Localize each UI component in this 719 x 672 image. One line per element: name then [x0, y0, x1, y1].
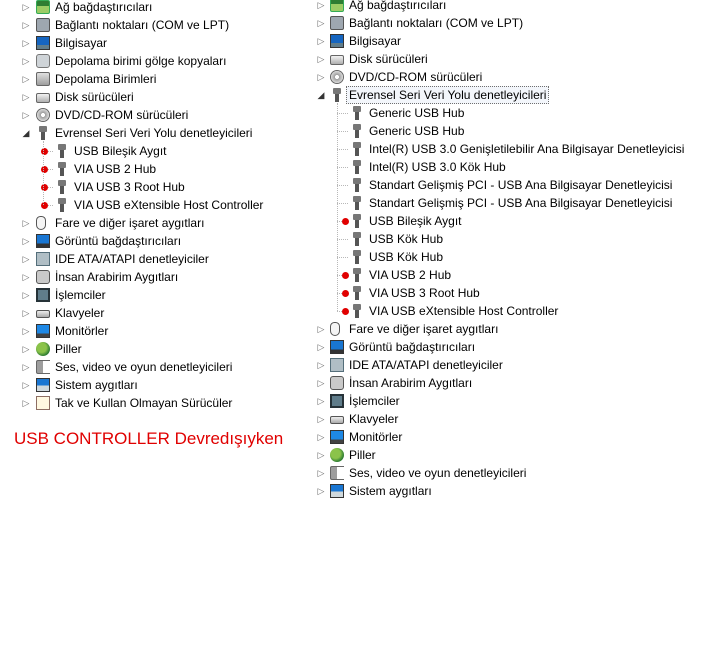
- expand-arrow-icon[interactable]: ▷: [22, 218, 30, 228]
- tree-category-dvd-cd-rom-suruculeri[interactable]: [0, 106, 300, 124]
- usb-device-icon: [350, 250, 364, 264]
- usb-device-icon: [350, 106, 364, 120]
- tree-device-via-usb-extensible-host-controller[interactable]: [314, 302, 719, 320]
- tree-device-standart-gelismis-pci-usb-ana-bilgisayar-denetleyicisi[interactable]: [314, 194, 719, 212]
- tree-category-evrensel-seri-veri-yolu-denetleyicileri[interactable]: [314, 86, 719, 104]
- tree-device-usb-kok-hub[interactable]: [314, 230, 719, 248]
- tree-item-label: Görüntü bağdaştırıcıları: [55, 234, 182, 248]
- disk-drive-icon: [330, 55, 344, 65]
- collapse-arrow-icon[interactable]: ◢: [317, 90, 325, 100]
- tree-category-bilgisayar[interactable]: [314, 32, 719, 50]
- processor-icon: [330, 394, 344, 408]
- tree-item-label: Disk sürücüleri: [349, 52, 428, 66]
- tree-connector: [337, 131, 348, 132]
- caption-text: USB CONTROLLER Devredışıyken: [14, 429, 284, 448]
- expand-arrow-icon[interactable]: ▷: [22, 56, 30, 66]
- tree-category-sistem-aygitlari[interactable]: [0, 376, 300, 394]
- ide-controller-icon: [36, 252, 50, 266]
- display-adapter-icon: [36, 234, 50, 248]
- tree-item-label: Piller: [55, 342, 82, 356]
- expand-arrow-icon[interactable]: ▷: [317, 54, 325, 64]
- tree-device-via-usb-3-root-hub[interactable]: [0, 178, 300, 196]
- collapse-arrow-icon[interactable]: ◢: [22, 128, 30, 138]
- tree-category-depolama-birimleri[interactable]: [0, 70, 300, 88]
- tree-category-islemciler[interactable]: [314, 392, 719, 410]
- tree-category-dvd-cd-rom-suruculeri[interactable]: [314, 68, 719, 86]
- ide-controller-icon: [330, 358, 344, 372]
- processor-icon: [36, 288, 50, 302]
- tree-device-via-usb-extensible-host-controller[interactable]: [0, 196, 300, 214]
- tree-connector: [337, 257, 348, 258]
- red-marker-dot: [342, 290, 349, 297]
- red-marker-dot: [342, 308, 349, 315]
- tree-category-goruntu-bagdastiricilari[interactable]: [0, 232, 300, 250]
- tree-category-fare-ve-diger-isaret-aygitlari[interactable]: [0, 214, 300, 232]
- expand-arrow-icon[interactable]: ▷: [22, 398, 30, 408]
- expand-arrow-icon[interactable]: ▷: [317, 342, 325, 352]
- tree-category-ide-ata-atapi-denetleyiciler[interactable]: [314, 356, 719, 374]
- tree-item-label: USB Bileşik Aygıt: [74, 144, 167, 158]
- tree-category-insan-arabirim-aygitlari[interactable]: [314, 374, 719, 392]
- tree-device-via-usb-2-hub[interactable]: [314, 266, 719, 284]
- expand-arrow-icon[interactable]: ▷: [317, 0, 325, 10]
- usb-device-icon: [350, 214, 364, 228]
- usb-device-icon: [350, 304, 364, 318]
- tree-connector: [337, 239, 348, 240]
- expand-arrow-icon[interactable]: ▷: [22, 380, 30, 390]
- storage-icon: [36, 72, 50, 86]
- tree-item-label: Klavyeler: [55, 306, 105, 320]
- red-marker-dot: [342, 272, 349, 279]
- computer-icon: [36, 36, 50, 50]
- keyboard-icon: [36, 310, 50, 318]
- tree-device-standart-gelismis-pci-usb-ana-bilgisayar-denetleyicisi[interactable]: [314, 176, 719, 194]
- tree-item-label: Generic USB Hub: [369, 124, 465, 138]
- expand-arrow-icon[interactable]: ▷: [22, 326, 30, 336]
- tree-item-label: VIA USB 2 Hub: [74, 162, 157, 176]
- tree-item-label: Depolama birimi gölge kopyaları: [55, 54, 227, 68]
- network-adapter-icon: [36, 0, 50, 14]
- tree-device-usb-kok-hub[interactable]: [314, 248, 719, 266]
- tree-item-label: VIA USB eXtensible Host Controller: [74, 198, 264, 212]
- mouse-icon: [36, 216, 46, 230]
- disk-drive-icon: [36, 93, 50, 103]
- tree-category-klavyeler[interactable]: [0, 304, 300, 322]
- hid-icon: [330, 376, 344, 390]
- tree-item-label: Sistem aygıtları: [55, 378, 138, 392]
- tree-item-label: USB Kök Hub: [369, 250, 444, 264]
- sound-icon: [36, 360, 50, 374]
- tree-branch-line: [337, 103, 338, 311]
- tree-device-generic-usb-hub[interactable]: [314, 104, 719, 122]
- tree-device-intel-r-usb-3-0-kok-hub[interactable]: [314, 158, 719, 176]
- tree-item-label: İnsan Arabirim Aygıtları: [349, 376, 473, 390]
- expand-arrow-icon[interactable]: ▷: [317, 360, 325, 370]
- tree-item-label: Bağlantı noktaları (COM ve LPT): [349, 16, 524, 30]
- tree-item-label: Generic USB Hub: [369, 106, 465, 120]
- expand-arrow-icon[interactable]: ▷: [22, 92, 30, 102]
- tree-category-baglanti-noktalari-com-ve-lpt[interactable]: [314, 14, 719, 32]
- tree-item-label: Fare ve diğer işaret aygıtları: [55, 216, 205, 230]
- tree-category-piller[interactable]: [314, 446, 719, 464]
- expand-arrow-icon[interactable]: ▷: [22, 38, 30, 48]
- expand-arrow-icon[interactable]: ▷: [22, 290, 30, 300]
- expand-arrow-icon[interactable]: ▷: [317, 486, 325, 496]
- tree-item-label: VIA USB eXtensible Host Controller: [369, 304, 559, 318]
- expand-arrow-icon[interactable]: ▷: [22, 20, 30, 30]
- tree-category-ses-video-ve-oyun-denetleyicileri[interactable]: [314, 464, 719, 482]
- tree-item-label: VIA USB 3 Root Hub: [369, 286, 480, 300]
- system-device-icon: [36, 378, 50, 392]
- tree-category-monitorler[interactable]: [0, 322, 300, 340]
- tree-category-tak-ve-kullan-olmayan-suruculer[interactable]: [0, 394, 300, 412]
- tree-item-label: İşlemciler: [55, 288, 106, 302]
- port-icon: [330, 16, 344, 30]
- tree-category-bilgisayar[interactable]: [0, 34, 300, 52]
- tree-item-label: Disk sürücüleri: [55, 90, 134, 104]
- tree-item-label: Depolama Birimleri: [55, 72, 157, 86]
- tree-device-usb-bilesik-aygit[interactable]: [0, 142, 300, 160]
- expand-arrow-icon[interactable]: ▷: [22, 344, 30, 354]
- computer-icon: [330, 34, 344, 48]
- tree-item-label: Bilgisayar: [55, 36, 108, 50]
- expand-arrow-icon[interactable]: ▷: [317, 432, 325, 442]
- battery-icon: [330, 448, 344, 462]
- tree-item-label: Bilgisayar: [349, 34, 402, 48]
- tree-item-label: İnsan Arabirim Aygıtları: [55, 270, 179, 284]
- tree-item-label: DVD/CD-ROM sürücüleri: [55, 108, 189, 122]
- expand-arrow-icon[interactable]: ▷: [317, 450, 325, 460]
- tree-category-disk-suruculeri[interactable]: [314, 50, 719, 68]
- usb-controller-icon: [36, 126, 50, 140]
- tree-device-via-usb-2-hub[interactable]: [0, 160, 300, 178]
- tree-item-label: Intel(R) USB 3.0 Genişletilebilir Ana Bilgisayar Denetleyicisi: [369, 142, 685, 156]
- tree-category-piller[interactable]: [0, 340, 300, 358]
- mouse-icon: [330, 322, 340, 336]
- tree-item-label: USB Kök Hub: [369, 232, 444, 246]
- expand-arrow-icon[interactable]: ▷: [22, 2, 30, 12]
- tree-item-label: VIA USB 3 Root Hub: [74, 180, 185, 194]
- tree-item-label: Ses, video ve oyun denetleyicileri: [55, 360, 233, 374]
- shadow-copy-icon: [36, 54, 50, 68]
- tree-item-label: DVD/CD-ROM sürücüleri: [349, 70, 483, 84]
- tree-item-label: VIA USB 2 Hub: [369, 268, 452, 282]
- usb-device-icon: [350, 160, 364, 174]
- tree-category-islemciler[interactable]: [0, 286, 300, 304]
- expand-arrow-icon[interactable]: ▷: [317, 396, 325, 406]
- tree-item-label: IDE ATA/ATAPI denetleyiciler: [349, 358, 503, 372]
- usb-device-icon: [350, 124, 364, 138]
- tree-item-label: Ağ bağdaştırıcıları: [349, 0, 447, 12]
- display-adapter-icon: [330, 340, 344, 354]
- tree-connector: [337, 149, 348, 150]
- usb-device-icon: [350, 232, 364, 246]
- red-marker-dot: [342, 218, 349, 225]
- expand-arrow-icon[interactable]: ▷: [317, 72, 325, 82]
- tree-category-fare-ve-diger-isaret-aygitlari[interactable]: [314, 320, 719, 338]
- tree-category-ses-video-ve-oyun-denetleyicileri[interactable]: [0, 358, 300, 376]
- tree-category-klavyeler[interactable]: [314, 410, 719, 428]
- usb-device-icon: [55, 144, 69, 158]
- expand-arrow-icon[interactable]: ▷: [317, 324, 325, 334]
- tree-category-goruntu-bagdastiricilari[interactable]: [314, 338, 719, 356]
- usb-device-icon: [350, 142, 364, 156]
- monitor-icon: [36, 324, 50, 338]
- tree-item-label: Monitörler: [55, 324, 109, 338]
- tree-device-generic-usb-hub[interactable]: [314, 122, 719, 140]
- tree-item-label: Fare ve diğer işaret aygıtları: [349, 322, 499, 336]
- expand-arrow-icon[interactable]: ▷: [22, 74, 30, 84]
- usb-device-icon: [55, 180, 69, 194]
- expand-arrow-icon[interactable]: ▷: [317, 414, 325, 424]
- network-adapter-icon: [330, 0, 344, 12]
- tree-category-insan-arabirim-aygitlari[interactable]: [0, 268, 300, 286]
- usb-device-icon: [55, 162, 69, 176]
- tree-category-monitorler[interactable]: [314, 428, 719, 446]
- tree-category-ag-bagdastiricilari[interactable]: [314, 0, 719, 14]
- tree-category-baglanti-noktalari-com-ve-lpt[interactable]: [0, 16, 300, 34]
- expand-arrow-icon[interactable]: ▷: [22, 236, 30, 246]
- usb-device-icon: [350, 178, 364, 192]
- expand-arrow-icon[interactable]: ▷: [22, 308, 30, 318]
- tree-item-label: Evrensel Seri Veri Yolu denetleyicileri: [55, 126, 253, 140]
- hid-icon: [36, 270, 50, 284]
- monitor-icon: [330, 430, 344, 444]
- tree-item-label: Monitörler: [349, 430, 403, 444]
- tree-item-label: Tak ve Kullan Olmayan Sürücüler: [55, 396, 233, 410]
- usb-device-icon: [350, 286, 364, 300]
- tree-category-ag-bagdastiricilari[interactable]: [0, 0, 300, 16]
- tree-category-disk-suruculeri[interactable]: [0, 88, 300, 106]
- tree-item-label: Evrensel Seri Veri Yolu denetleyicileri: [346, 86, 549, 104]
- port-icon: [36, 18, 50, 32]
- tree-item-label: Standart Gelişmiş PCI - USB Ana Bilgisayar Denetleyicisi: [369, 178, 673, 192]
- tree-category-evrensel-seri-veri-yolu-denetleyicileri[interactable]: [0, 124, 300, 142]
- expand-arrow-icon[interactable]: ▷: [22, 362, 30, 372]
- sound-icon: [330, 466, 344, 480]
- tree-item-label: Piller: [349, 448, 376, 462]
- tree-item-label: Sistem aygıtları: [349, 484, 432, 498]
- tree-connector: [337, 113, 348, 114]
- tree-item-label: Bağlantı noktaları (COM ve LPT): [55, 18, 230, 32]
- battery-icon: [36, 342, 50, 356]
- tree-item-label: İşlemciler: [349, 394, 400, 408]
- system-device-icon: [330, 484, 344, 498]
- tree-item-label: USB Bileşik Aygıt: [369, 214, 462, 228]
- usb-device-icon: [55, 198, 69, 212]
- tree-item-label: Ağ bağdaştırıcıları: [55, 0, 153, 14]
- tree-item-label: Klavyeler: [349, 412, 399, 426]
- tree-category-ide-ata-atapi-denetleyiciler[interactable]: [0, 250, 300, 268]
- usb-device-icon: [350, 268, 364, 282]
- tree-device-via-usb-3-root-hub[interactable]: [314, 284, 719, 302]
- tree-device-intel-r-usb-3-0-genisletilebilir-ana-bilgisayar-denetleyicisi[interactable]: [314, 140, 719, 158]
- expand-arrow-icon[interactable]: ▷: [22, 272, 30, 282]
- expand-arrow-icon[interactable]: ▷: [317, 468, 325, 478]
- usb-device-icon: [350, 196, 364, 210]
- expand-arrow-icon[interactable]: ▷: [317, 36, 325, 46]
- tree-item-label: IDE ATA/ATAPI denetleyiciler: [55, 252, 209, 266]
- expand-arrow-icon[interactable]: ▷: [317, 18, 325, 28]
- dvd-drive-icon: [330, 70, 344, 84]
- expand-arrow-icon[interactable]: ▷: [22, 254, 30, 264]
- tree-item-label: Görüntü bağdaştırıcıları: [349, 340, 476, 354]
- tree-category-sistem-aygitlari[interactable]: [314, 482, 719, 500]
- tree-item-label: Intel(R) USB 3.0 Kök Hub: [369, 160, 506, 174]
- tree-connector: [337, 185, 348, 186]
- expand-arrow-icon[interactable]: ▷: [317, 378, 325, 388]
- tree-item-label: Standart Gelişmiş PCI - USB Ana Bilgisayar Denetleyicisi: [369, 196, 673, 210]
- dvd-drive-icon: [36, 108, 50, 122]
- tree-item-label: Ses, video ve oyun denetleyicileri: [349, 466, 527, 480]
- tree-connector: [337, 167, 348, 168]
- expand-arrow-icon[interactable]: ▷: [22, 110, 30, 120]
- tree-branch-line: [43, 141, 44, 205]
- keyboard-icon: [330, 416, 344, 424]
- unknown-driver-icon: [36, 396, 50, 410]
- tree-device-usb-bilesik-aygit[interactable]: [314, 212, 719, 230]
- usb-controller-icon: [330, 88, 344, 102]
- tree-category-depolama-birimi-golge-kopyalari[interactable]: [0, 52, 300, 70]
- tree-connector: [337, 203, 348, 204]
